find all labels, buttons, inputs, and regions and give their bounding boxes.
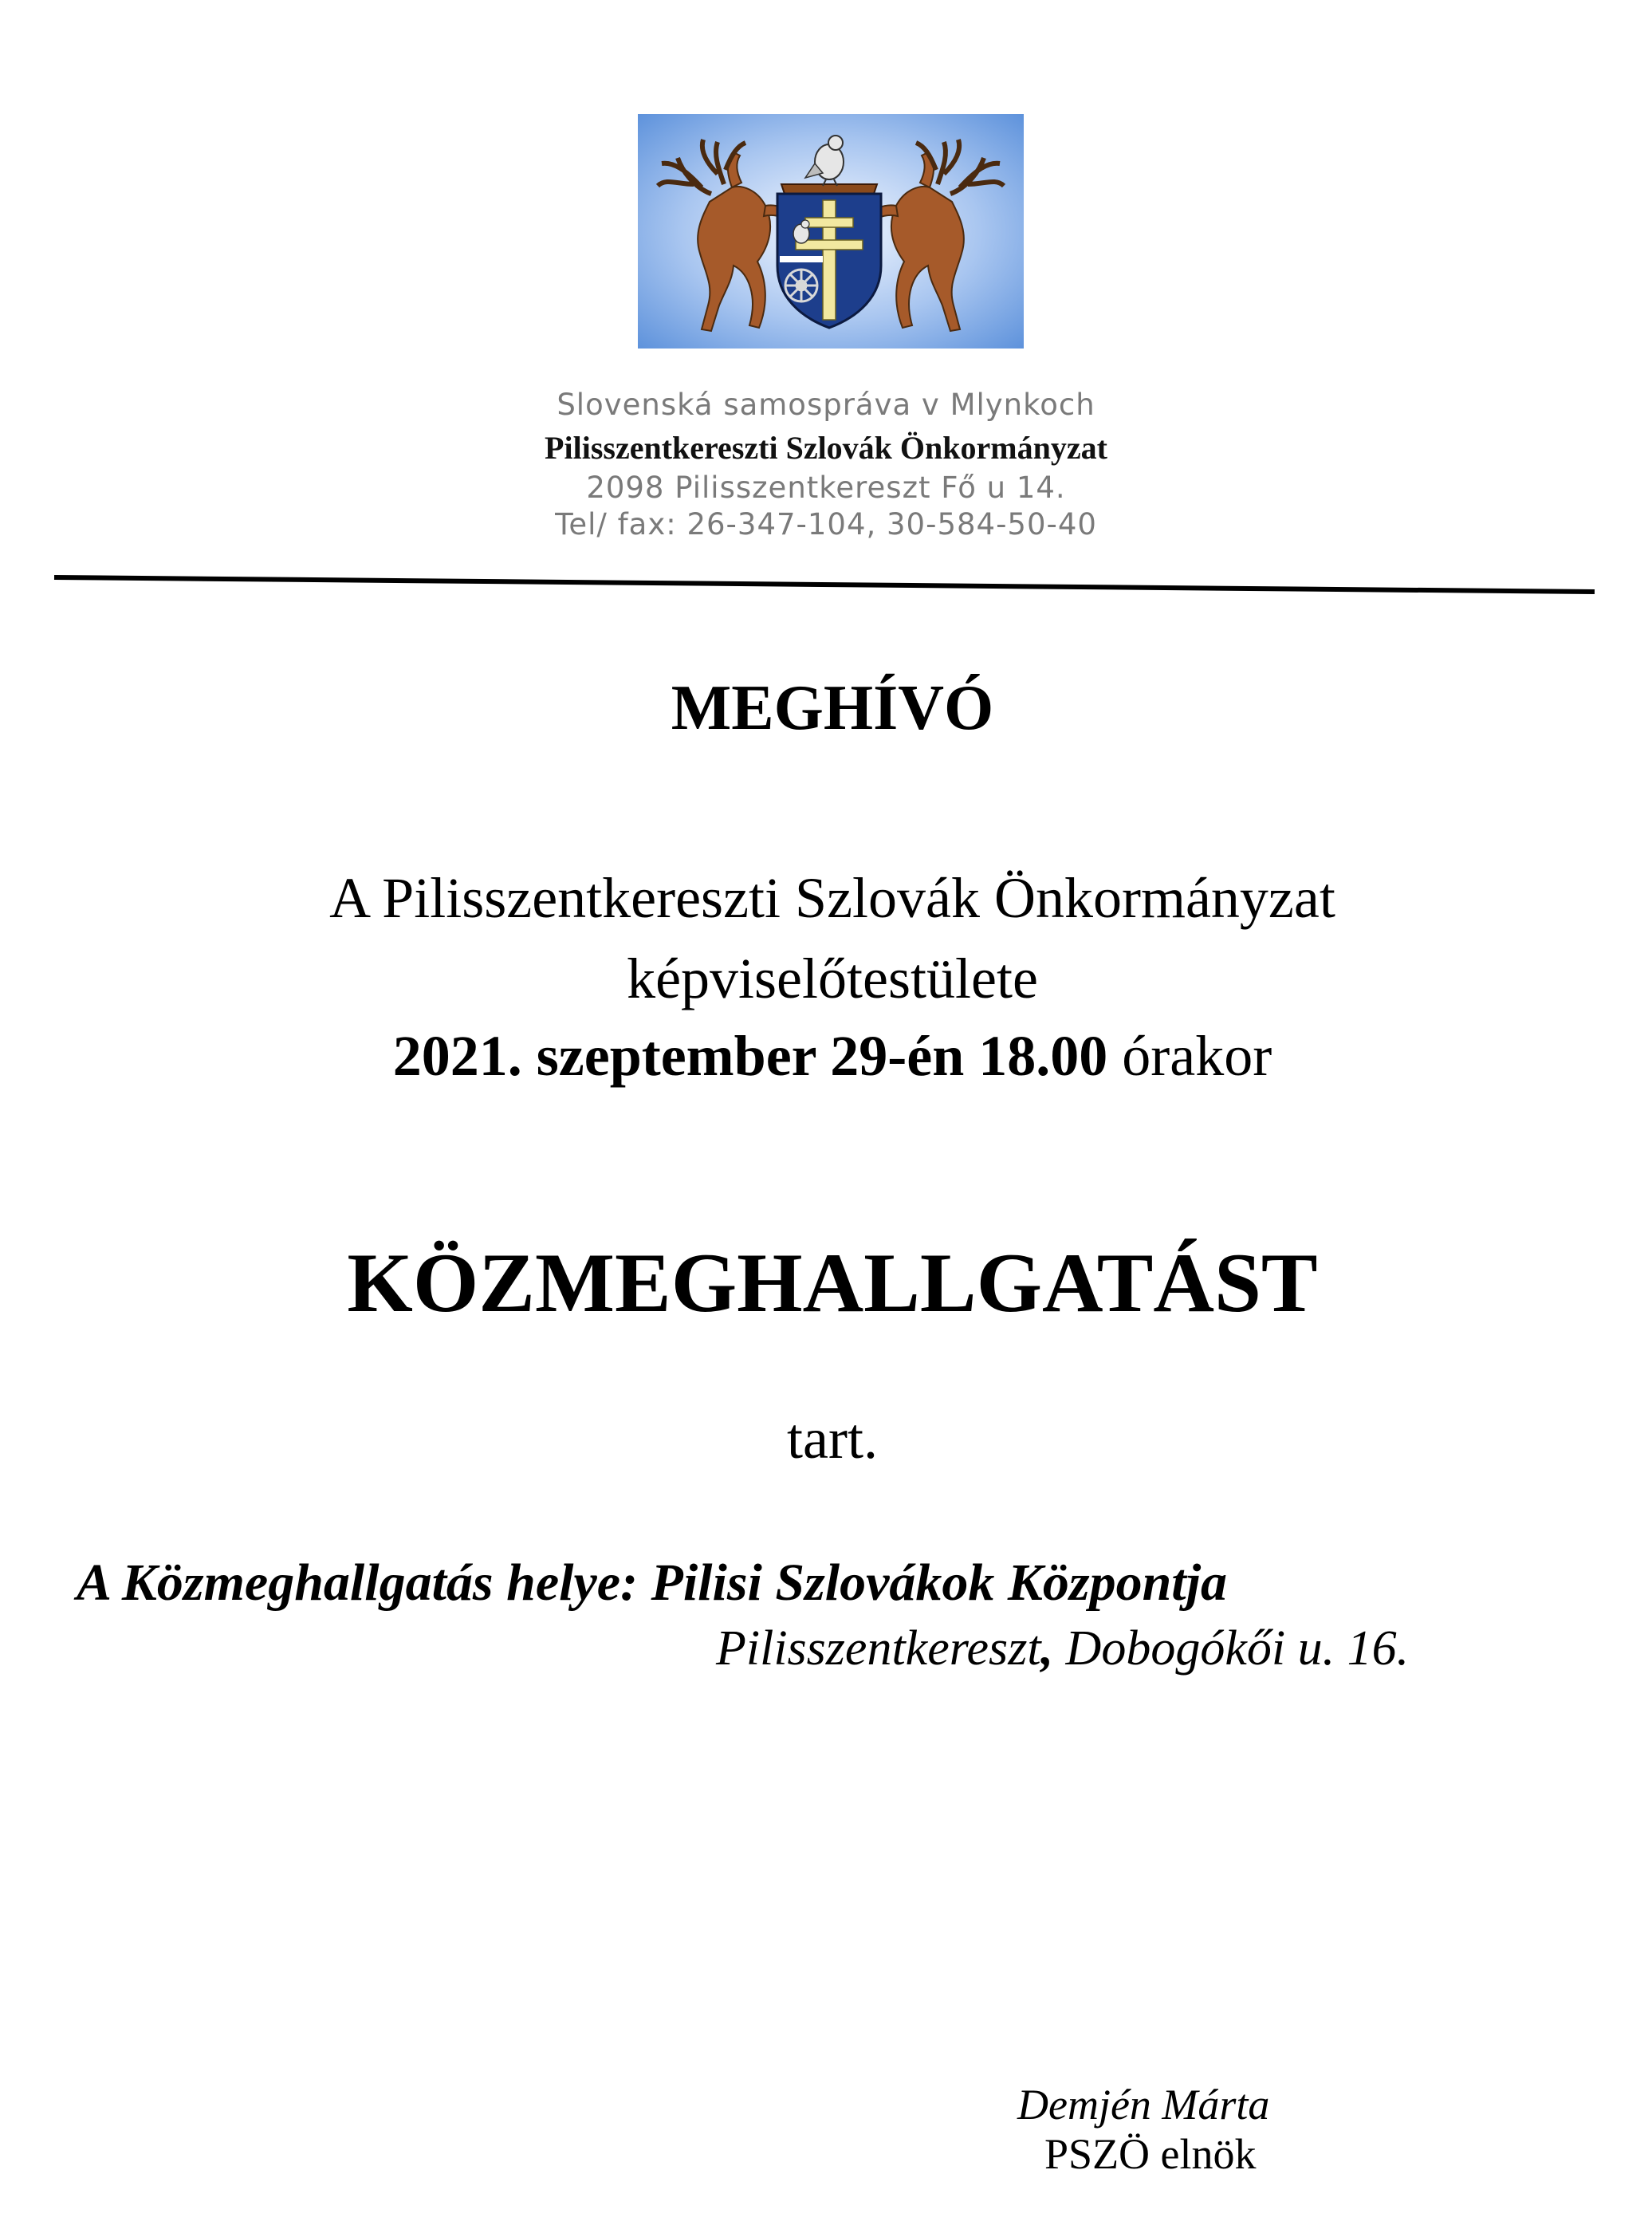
signature-name: Demjén Márta xyxy=(1017,2081,1270,2129)
page-title: MEGHÍVÓ xyxy=(671,673,994,743)
address-street: Dobogókői u. 16. xyxy=(1053,1621,1410,1676)
location-line: A Közmeghallgatás helye: Pilisi Szlovákok Központja xyxy=(77,1554,1227,1612)
header-slovak-name: Slovenská samospráva v Mlynkoch xyxy=(557,388,1095,422)
header-hungarian-name: Pilisszentkereszti Szlovák Önkormányzat xyxy=(545,430,1107,466)
event-verb: tart. xyxy=(787,1407,878,1471)
mill-wheel-icon xyxy=(785,270,817,301)
coat-of-arms-logo xyxy=(638,114,1024,349)
body-line-body: képviselőtestülete xyxy=(627,947,1038,1010)
event-time-suffix: órakor xyxy=(1107,1024,1272,1088)
header-phone: Tel/ fax: 26-347-104, 30-584-50-40 xyxy=(555,507,1097,542)
event-name: KÖZMEGHALLGATÁST xyxy=(347,1236,1318,1329)
event-datetime: 2021. szeptember 29-én 18.00 xyxy=(392,1024,1108,1088)
location-address xyxy=(716,1621,1409,1677)
signature-title: PSZÖ elnök xyxy=(1044,2130,1257,2178)
address-city: Pilisszentkereszt xyxy=(716,1621,1041,1676)
body-line-organization: A Pilisszentkereszti Szlovák Önkormányzat xyxy=(329,866,1335,930)
header-address: 2098 Pilisszentkereszt Fő u 14. xyxy=(586,471,1066,505)
address-comma: , xyxy=(1040,1621,1054,1676)
body-line-datetime xyxy=(0,1023,1652,1089)
